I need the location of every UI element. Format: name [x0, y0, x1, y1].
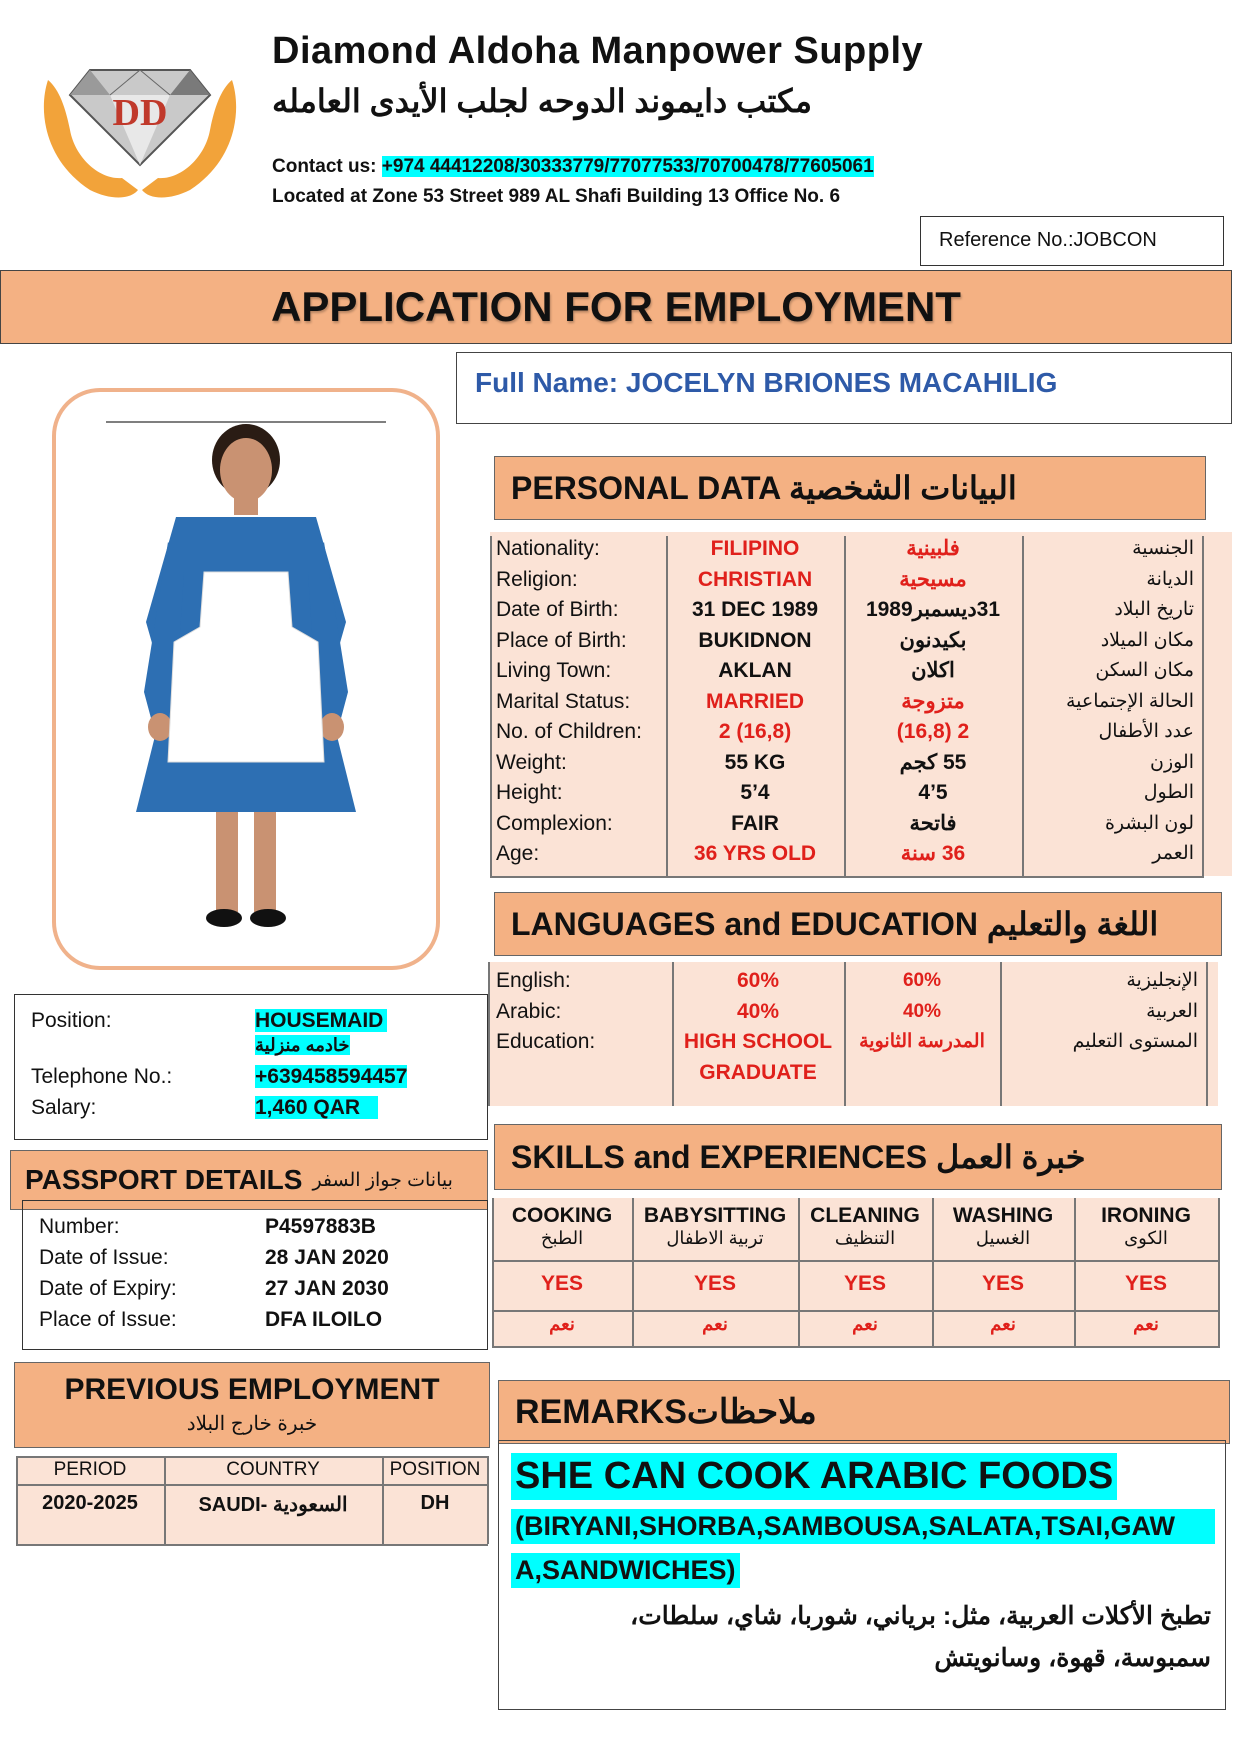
value-ar-nationality: فلبينية: [906, 537, 960, 560]
value-living-town: AKLAN: [718, 659, 792, 682]
value-ar-age: 36 سنة: [900, 842, 966, 865]
skill-yes: YES: [843, 1272, 887, 1295]
passport-expiry-label: Date of Expiry:: [39, 1277, 177, 1300]
skill-yes: YES: [1124, 1272, 1168, 1295]
remarks-arabic-1: تطبخ الأكلات العربية، مثل: برياني، شوربا، شاي، سلطات،: [630, 1602, 1211, 1630]
value-ar-arabic: 40%: [902, 1000, 942, 1022]
table-border: [1202, 536, 1204, 876]
languages-values-en: [672, 962, 844, 1088]
value-ar-children: 2 (16,8): [896, 720, 970, 743]
previous-employment-heading: [14, 1362, 490, 1448]
salary-value: [255, 1096, 378, 1120]
personal-labels-ar: [1026, 532, 1194, 876]
skill-name: BABYSITTING: [643, 1204, 787, 1227]
label-ar-children: عدد الأطفال: [1098, 721, 1194, 742]
value-ar-place-of-birth: بكيدنون: [899, 628, 967, 652]
value-ar-complexion: فاتحة: [909, 811, 957, 835]
value-religion: CHRISTIAN: [697, 567, 813, 591]
full-name: Full Name: JOCELYN BRIONES MACAHILIG: [456, 352, 1232, 424]
label-ar-place-of-birth: مكان الميلاد: [1100, 629, 1194, 651]
remarks-line-1: SHE CAN COOK ARABIC FOODS: [511, 1453, 1117, 1500]
skills-heading: SKILLS and EXPERIENCES خبرة العمل: [494, 1124, 1222, 1190]
label-ar-marital-status: الحالة الإجتماعية: [1066, 690, 1194, 712]
label-ar-dob: تاريخ البلاد: [1114, 599, 1194, 620]
table-border: [16, 1484, 488, 1486]
applicant-photo: [52, 388, 440, 970]
passport-issue-value: 28 JAN 2020: [265, 1246, 389, 1269]
table-border: [490, 536, 492, 876]
skill-babysitting: [632, 1204, 798, 1249]
row-period: 2020-2025: [42, 1492, 138, 1514]
label-age: Age:: [496, 842, 540, 865]
table-border: [492, 1346, 1220, 1348]
label-place-of-birth: Place of Birth:: [496, 628, 627, 652]
label-ar-nationality: الجنسية: [1132, 538, 1194, 559]
salary-value-text: 1,460 QAR: [255, 1096, 378, 1119]
languages-labels-ar: [1004, 962, 1198, 1058]
value-place-of-birth: BUKIDNON: [698, 628, 812, 652]
remarks-heading: REMARKSملاحظات: [498, 1380, 1230, 1444]
value-marital-status: MARRIED: [706, 689, 804, 713]
row-position: DH: [420, 1492, 450, 1514]
label-weight: Weight:: [496, 750, 567, 774]
personal-data-heading: PERSONAL DATA البيانات الشخصية: [494, 456, 1206, 520]
skill-name: WASHING: [952, 1204, 1054, 1227]
previous-employment-table: [16, 1456, 488, 1546]
position-value: [255, 1009, 387, 1033]
label-english: English:: [496, 969, 571, 992]
skill-cooking: [492, 1204, 632, 1249]
skill-cleaning: [798, 1204, 932, 1249]
company-name-en: Diamond Aldoha Manpower Supply: [272, 30, 924, 72]
label-ar-weight: الوزن: [1149, 751, 1194, 773]
label-complexion: Complexion:: [496, 811, 613, 835]
value-height: 5’4: [740, 781, 770, 804]
table-border: [490, 876, 1204, 878]
label-religion: Religion:: [496, 567, 578, 591]
position-info-box: [14, 994, 488, 1140]
page-title: APPLICATION FOR EMPLOYMENT: [0, 270, 1232, 344]
value-ar-living-town: اكلان: [911, 659, 955, 682]
value-ar-english: 60%: [902, 970, 942, 991]
contact-line: [272, 156, 874, 178]
skill-name-ar: التنظيف: [834, 1228, 896, 1248]
contact-numbers: +974 44412208/30333779/77077533/70700478/77605061: [381, 156, 874, 177]
skill-yes-ar: نعم: [990, 1314, 1016, 1334]
position-label: Position:: [31, 1009, 112, 1032]
company-name-ar: مكتب دايموند الدوحه لجلب الأيدى العامله: [272, 83, 812, 119]
languages-table: [488, 962, 1218, 1106]
passport-details-box: [22, 1200, 488, 1350]
passport-heading-en: PASSPORT DETAILS: [25, 1164, 303, 1195]
skills-table: [492, 1198, 1220, 1348]
skill-yes: YES: [693, 1272, 737, 1295]
label-education: Education:: [496, 1030, 596, 1053]
languages-labels-en: [496, 962, 672, 1058]
column-position: POSITION: [389, 1459, 481, 1480]
passport-expiry-value: 27 JAN 2030: [265, 1277, 389, 1300]
company-logo: [30, 40, 250, 215]
table-border: [16, 1456, 488, 1458]
table-border: [1000, 962, 1002, 1106]
value-nationality: FILIPINO: [710, 537, 800, 560]
skill-name-ar: تربية الاطفال: [666, 1228, 764, 1248]
previous-heading-ar: خبرة خارج البلاد: [186, 1413, 318, 1435]
previous-heading-en: PREVIOUS EMPLOYMENT: [64, 1373, 440, 1406]
label-ar-living-town: مكان السكن: [1095, 660, 1194, 681]
passport-place-label: Place of Issue:: [39, 1308, 177, 1331]
label-dob: Date of Birth:: [496, 598, 619, 621]
table-border: [1206, 962, 1208, 1106]
table-border: [492, 1310, 1220, 1312]
value-ar-height: 5’4: [918, 781, 948, 804]
value-ar-weight: 55 كجم: [899, 750, 967, 774]
label-arabic: Arabic:: [496, 999, 562, 1023]
skill-yes-ar: نعم: [852, 1314, 878, 1334]
skill-ironing: [1074, 1204, 1218, 1249]
label-ar-age: العمر: [1152, 843, 1194, 864]
skill-name-ar: الكوى: [1124, 1228, 1168, 1248]
label-ar-religion: الديانة: [1146, 568, 1194, 590]
personal-values-ar: [844, 532, 1022, 876]
value-complexion: FAIR: [731, 811, 779, 835]
column-country: COUNTRY: [226, 1459, 320, 1480]
label-nationality: Nationality:: [496, 537, 600, 560]
contact-label: Contact us:: [272, 156, 377, 177]
skill-name-ar: الغسيل: [975, 1228, 1031, 1248]
position-value-text: HOUSEMAID: [255, 1009, 387, 1032]
column-period: PERIOD: [53, 1459, 127, 1480]
skill-yes: YES: [540, 1272, 584, 1295]
value-education: HIGH SCHOOL GRADUATE: [683, 1030, 833, 1084]
table-border: [16, 1544, 488, 1546]
languages-values-ar: [844, 962, 1000, 1058]
value-arabic: 40%: [736, 999, 780, 1023]
skill-name-ar: الطبخ: [540, 1228, 584, 1248]
skill-name: CLEANING: [810, 1204, 920, 1227]
personal-data-table: [490, 532, 1232, 876]
skill-name: IRONING: [1101, 1204, 1191, 1227]
label-marital-status: Marital Status:: [496, 689, 631, 713]
table-border: [1022, 536, 1024, 876]
table-border: [1218, 1198, 1220, 1348]
value-children: 2 (16,8): [718, 720, 792, 743]
value-ar-dob: 31ديسمبر1989: [865, 598, 1001, 621]
label-living-town: Living Town:: [496, 659, 612, 682]
remarks-box: [498, 1440, 1226, 1710]
label-ar-education: المستوى التعليم: [1072, 1031, 1198, 1052]
skill-yes-ar: نعم: [1133, 1314, 1159, 1334]
skill-name: COOKING: [511, 1204, 613, 1227]
label-children: No. of Children:: [496, 720, 642, 743]
position-value-ar: [255, 1035, 350, 1056]
value-age: 36 YRS OLD: [693, 842, 817, 865]
personal-values-en: [666, 532, 844, 876]
row-country: SAUDI- السعودية: [198, 1494, 348, 1516]
label-ar-height: الطول: [1143, 782, 1194, 803]
remarks-line-3: A,SANDWICHES): [511, 1553, 740, 1588]
office-location: Located at Zone 53 Street 989 AL Shafi Building 13 Office No. 6: [272, 186, 841, 207]
label-ar-complexion: لون البشرة: [1104, 812, 1194, 834]
remarks-line-2: (BIRYANI,SHORBA,SAMBOUSA,SALATA,TSAI,GAW: [511, 1509, 1215, 1544]
value-ar-marital-status: متزوجة: [901, 689, 965, 713]
value-ar-education: المدرسة الثانوية: [859, 1031, 985, 1052]
value-weight: 55 KG: [724, 750, 786, 774]
passport-issue-label: Date of Issue:: [39, 1246, 169, 1269]
passport-number-label: Number:: [39, 1215, 120, 1238]
reference-number: Reference No.:JOBCON: [920, 216, 1224, 266]
skill-yes-ar: نعم: [702, 1314, 728, 1334]
personal-labels-en: [496, 532, 666, 876]
remarks-arabic-2: سمبوسة، قهوة، وسانويتش: [934, 1644, 1211, 1672]
table-border: [488, 962, 490, 1106]
telephone-label: Telephone No.:: [31, 1065, 173, 1088]
value-ar-religion: مسيحية: [899, 567, 967, 591]
skill-yes: YES: [981, 1272, 1025, 1295]
label-ar-arabic: العربية: [1146, 1000, 1198, 1022]
position-ar-text: خادمه منزلية: [255, 1035, 350, 1055]
table-border: [492, 1260, 1220, 1262]
languages-heading: LANGUAGES and EDUCATION اللغة والتعليم: [494, 892, 1222, 956]
value-english: 60%: [736, 969, 780, 992]
telephone-value-text: +639458594457: [255, 1065, 408, 1088]
salary-label: Salary:: [31, 1096, 97, 1119]
telephone-value: [255, 1065, 407, 1089]
label-height: Height:: [496, 781, 563, 804]
label-ar-english: الإنجليزية: [1126, 970, 1198, 991]
logo-letters: DD: [112, 92, 168, 134]
skill-washing: [932, 1204, 1074, 1249]
passport-heading-ar: بيانات جواز السفر: [312, 1169, 453, 1191]
skill-yes-ar: نعم: [549, 1314, 575, 1334]
passport-number-value: P4597883B: [265, 1215, 376, 1238]
value-dob: 31 DEC 1989: [691, 598, 819, 621]
passport-place-value: DFA ILOILO: [265, 1308, 383, 1331]
